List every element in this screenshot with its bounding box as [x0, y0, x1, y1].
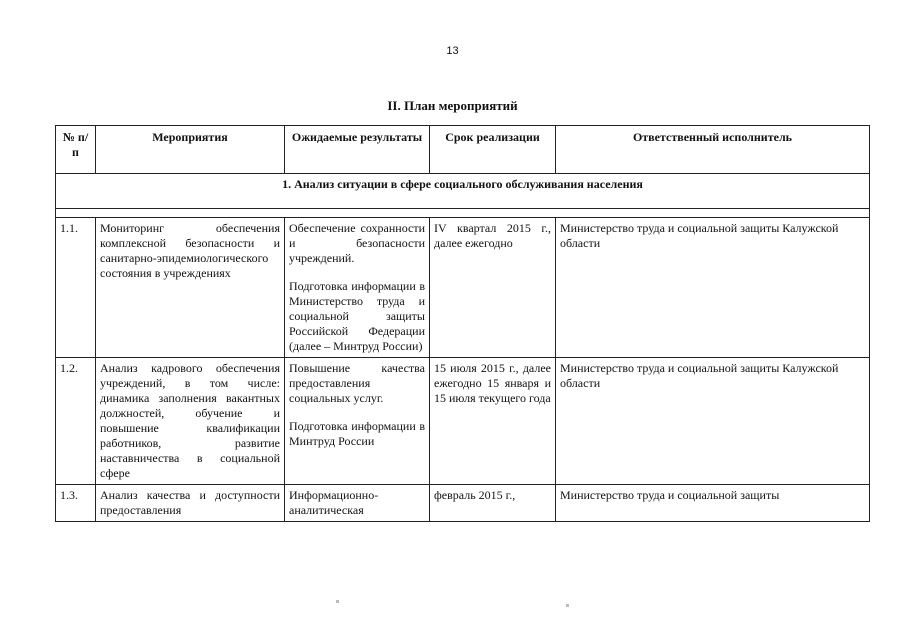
scan-speck: [336, 600, 339, 603]
group-title: 1. Анализ ситуации в сфере социального обслуживания населения: [56, 174, 870, 209]
row-results: [285, 358, 430, 485]
table-row: [56, 358, 870, 485]
result-paragraph: Повышение качества предоставления социальных услуг.: [289, 361, 425, 405]
row-deadline: 15 июля 2015 г., далее ежегодно 15 января и 15 июля текущего года: [430, 358, 556, 485]
header-measure: Мероприятия: [96, 126, 285, 174]
row-measure: Мониторинг обеспечения комплексной безопасности и санитарно-эпидемиологического состояния в учреждениях: [96, 218, 285, 358]
row-measure: Анализ кадрового обеспечения учреждений, в том числе: динамика заполнения вакантных должностей, обучение и повышение квалификации работников, развитие наставничества в социальной сфере: [96, 358, 285, 485]
row-num: 1.3.: [56, 485, 96, 522]
row-num: 1.2.: [56, 358, 96, 485]
header-responsible: Ответственный исполнитель: [556, 126, 870, 174]
header-deadline: Срок реализации: [430, 126, 556, 174]
row-results: [285, 218, 430, 358]
row-responsible: Министерство труда и социальной защиты Калужской области: [556, 218, 870, 358]
spacer-cell: [56, 209, 870, 218]
plan-table: [55, 125, 870, 522]
result-paragraph: Информационно-аналитическая: [289, 488, 379, 517]
row-measure: Анализ качества и доступности предоставления: [96, 485, 285, 522]
scan-speck: [566, 604, 569, 607]
result-paragraph: Обеспечение сохранности и безопасности учреждений.: [289, 221, 425, 265]
row-responsible: Министерство труда и социальной защиты Калужской области: [556, 358, 870, 485]
table-row: [56, 485, 870, 522]
row-num: 1.1.: [56, 218, 96, 358]
section-title: II. План мероприятий: [387, 98, 518, 113]
table-row: [56, 218, 870, 358]
header-results: Ожидаемые результаты: [285, 126, 430, 174]
row-deadline: февраль 2015 г.,: [430, 485, 556, 522]
group-row: [56, 174, 870, 209]
result-paragraph: Подготовка информации в Министерство труда и социальной защиты Российской Федерации (далее – Минтруд России): [289, 279, 425, 353]
row-results: [285, 485, 430, 522]
header-num: № п/п: [56, 126, 96, 174]
result-paragraph: Подготовка информации в Минтруд России: [289, 419, 425, 448]
spacer-row: [56, 209, 870, 218]
header-row: [56, 126, 870, 174]
row-deadline: IV квартал 2015 г., далее ежегодно: [430, 218, 556, 358]
row-responsible: Министерство труда и социальной защиты: [556, 485, 870, 522]
page-number: 13: [446, 45, 459, 57]
